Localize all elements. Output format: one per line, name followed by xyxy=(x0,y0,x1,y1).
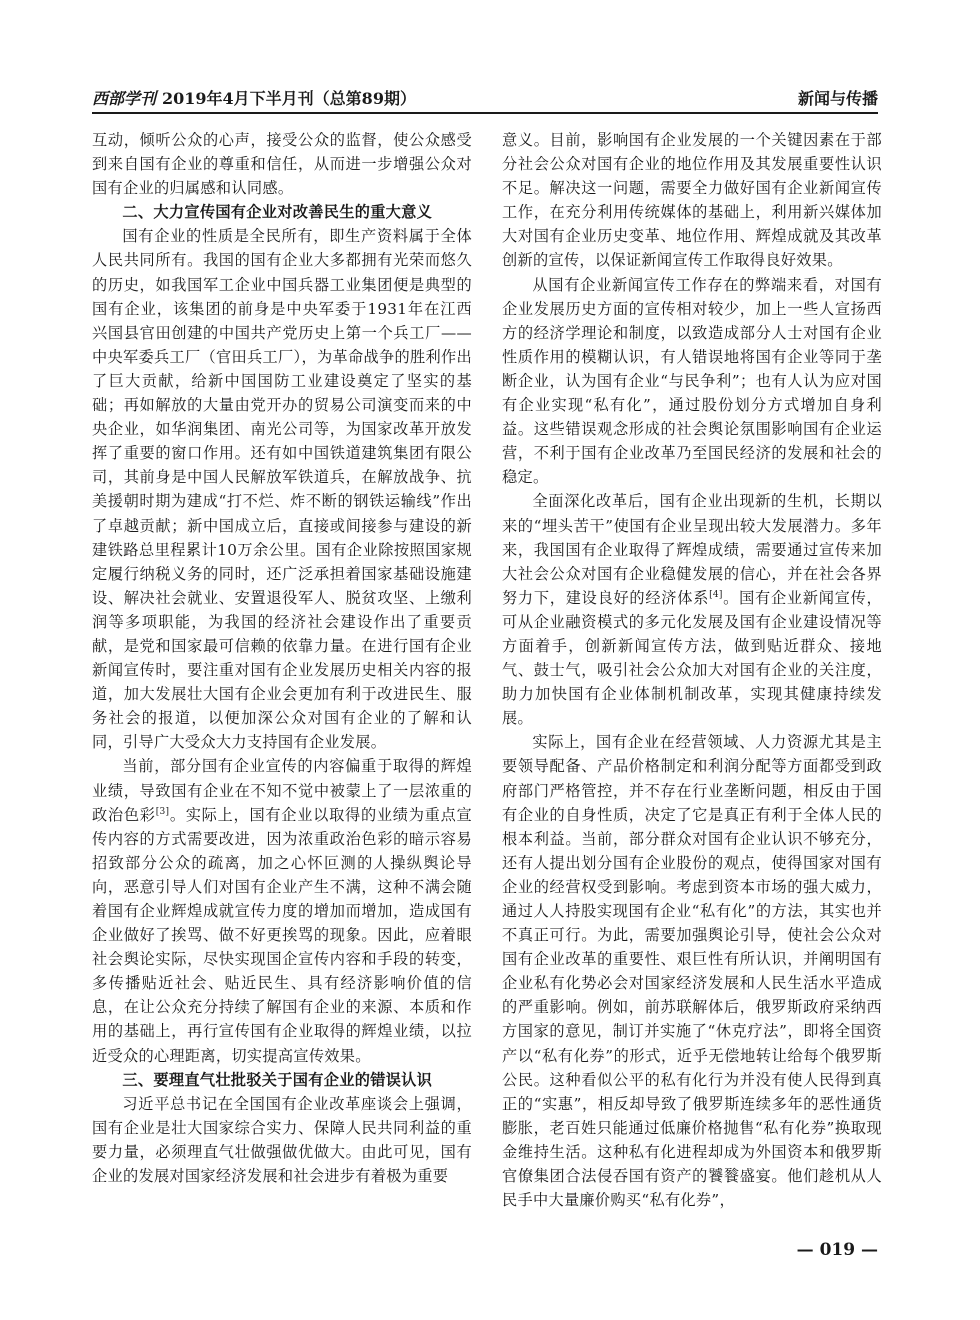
citation-ref: [4] xyxy=(709,589,723,600)
section-heading: 三、要理直气壮批驳关于国有企业的错误认识 xyxy=(122,1070,433,1089)
left-column xyxy=(92,128,472,1188)
issue-info: 2019年4月下半月刊（总第89期） xyxy=(162,89,416,108)
paragraph xyxy=(92,754,472,1067)
paragraph-text: 。国有企业新闻宣传，可从企业融资模式的多元化发展及国有企业建设情况等方面着手，创新新闻宣传方法，做到贴近群众、接地气、鼓士气，吸引社会公众加大对国有企业的关注度，助力加快国有企业体制机制改革，实现其健康持续发展。 xyxy=(502,588,882,728)
paragraph-text: 。实际上，国有企业以取得的业绩为重点宣传内容的方式需要改进，因为浓重政治色彩的暗示容易招致部分公众的疏离，加之心怀叵测的人操纵舆论导向，恶意引导人们对国有企业产生不满，这种不满会随着国有企业辉煌成就宣传力度的增加而增加，造成国有企业做好了挨骂、做不好更挨骂的现象。因此，应着眼社会舆论实际，尽快实现国企宣传内容和手段的转变，多传播贴近社会、贴近民生、具有经济影响价值的信息，在让公众充分持续了解国有企业的来源、本质和作用的基础上，再行宣传国有企业取得的辉煌业绩，以拉近受众的心理距离，切实提高宣传效果。 xyxy=(92,805,473,1065)
journal-logo: 西部学刊 xyxy=(92,89,157,108)
citation-ref: [3] xyxy=(155,806,170,817)
paragraph: 实际上，国有企业在经营领域、人力资源尤其是主要领导配备、产品价格制定和利润分配等方面都受到政府部门严格管控，并不存在行业垄断问题，相反由于国有企业的自身性质，决定了它是真正有利于全体人民的根本利益。当前，部分群众对国有企业认识不够充分，还有人提出划分国有企业股份的观点，使得国家对国有企业的经营权受到影响。考虑到资本市场的强大威力，通过人人持股实现国有企业“私有化”的方法，其实也并不真正可行。为此，需要加强舆论引导，使社会公众对国有企业改革的重要性、艰巨性有所认识，并阐明国有企业私有化势必会对国家经济发展和人民生活水平造成的严重影响。例如，前苏联解体后，俄罗斯政府采纳西方国家的意见，制订并实施了“休克疗法”，即将全国资产以“私有化券”的形式，近乎无偿地转让给每个俄罗斯公民。这种看似公平的私有化行为并没有使人民得到真正的“实惠”，相反却导致了俄罗斯连续多年的恶性通货膨胀，老百姓只能通过低廉价格抛售“私有化券”换取现金维持生活。这种私有化进程却成为外国资本和俄罗斯官僚集团合法侵吞国有资产的饕餮盛宴。他们趁机从人民手中大量廉价购买“私有化券”， xyxy=(502,733,882,1210)
header-divider xyxy=(92,112,878,114)
header-journal-info xyxy=(92,86,416,109)
paragraph: 意义。目前，影响国有企业发展的一个关键因素在于部分社会公众对国有企业的地位作用及其发展重要性认识不足。解决这一问题，需要全力做好国有企业新闻宣传工作，在充分利用传统媒体的基础上，利用新兴媒体加大对国有企业历史变革、地位作用、辉煌成就及其改革创新的宣传，以保证新闻宣传工作取得良好效果。 xyxy=(502,131,882,270)
paragraph: 从国有企业新闻宣传工作存在的弊端来看，对国有企业发展历史方面的宣传相对较少，加上一些人宣扬西方的经济学理论和制度，以致造成部分人士对国有企业性质作用的模糊认识，有人错误地将国有企业等同于垄断企业，认为国有企业“与民争利”；也有人认为应对国有企业实现“私有化”，通过股份划分方式增加自身利益。这些错误观念形成的社会舆论氛围影响国有企业运营，不利于国有企业改革乃至国民经济的发展和社会的稳定。 xyxy=(502,275,882,487)
paragraph-text: 当前，部分国有企业宣传的内容偏重于取得的辉煌业绩，导致国有企业在不知不觉中被蒙上了一层浓重的政治色彩 xyxy=(92,757,472,824)
paragraph-text: 全面深化改革后，国有企业出现新的生机，长期以来的“埋头苦干”使国有企业呈现出较大发展潜力。多年来，我国国有企业取得了辉煌成绩，需要通过宣传来加大社会公众对国有企业稳健发展的信心，并在社会各界努力下，建设良好的经济体系 xyxy=(502,492,882,607)
paragraph xyxy=(502,489,882,730)
section-heading: 二、大力宣传国有企业对改善民生的重大意义 xyxy=(122,203,433,222)
running-header xyxy=(92,82,878,112)
paragraph: 互动，倾听公众的心声，接受公众的监督，使公众感受到来自国有企业的尊重和信任，从而进一步增强公众对国有企业的归属感和认同感。 xyxy=(92,131,472,198)
paragraph: 国有企业的性质是全民所有，即生产资料属于全体人民共同所有。我国的国有企业大多都拥有光荣而悠久的历史，如我国军工企业中国兵器工业集团便是典型的国有企业，该集团的前身是中央军委于1931年在江西兴国县官田创建的中国共产党历史上第一个兵工厂——中央军委兵工厂（官田兵工厂），为革命战争的胜利作出了巨大贡献，给新中国国防工业建设奠定了坚实的基础；再如解放的大量由党开办的贸易公司演变而来的中央企业，如华润集团、南光公司等，为国家改革开放发挥了重要的窗口作用。还有如中国铁道建筑集团有限公司，其前身是中国人民解放军铁道兵，在解放战争、抗美援朝时期为建成“打不烂、炸不断的钢铁运输线”作出了卓越贡献；新中国成立后，直接或间接参与建设的新建铁路总里程累计10万余公里。国有企业除按照国家规定履行纳税义务的同时，还广泛承担着国家基础设施建设、解决社会就业、安置退役军人、脱贫攻坚、上缴利润等多项职能，为我国的经济社会建设作出了重要贡献，是党和国家最可信赖的依靠力量。在进行国有企业新闻宣传时，要注重对国有企业发展历史相关内容的报道，加大发展壮大国有企业会更加有利于改进民生、服务社会的报道，以便加深公众对国有企业的了解和认同，引导广大受众大力支持国有企业发展。 xyxy=(92,227,472,752)
section-name: 新闻与传播 xyxy=(797,89,878,108)
page-number: — 019 — xyxy=(796,1240,878,1260)
paragraph: 习近平总书记在全国国有企业改革座谈会上强调，国有企业是壮大国家综合实力、保障人民共同利益的重要力量，必须理直气壮做强做优做大。由此可见，国有企业的发展对国家经济发展和社会进步有着极为重要 xyxy=(92,1094,472,1186)
right-column xyxy=(502,128,882,1212)
